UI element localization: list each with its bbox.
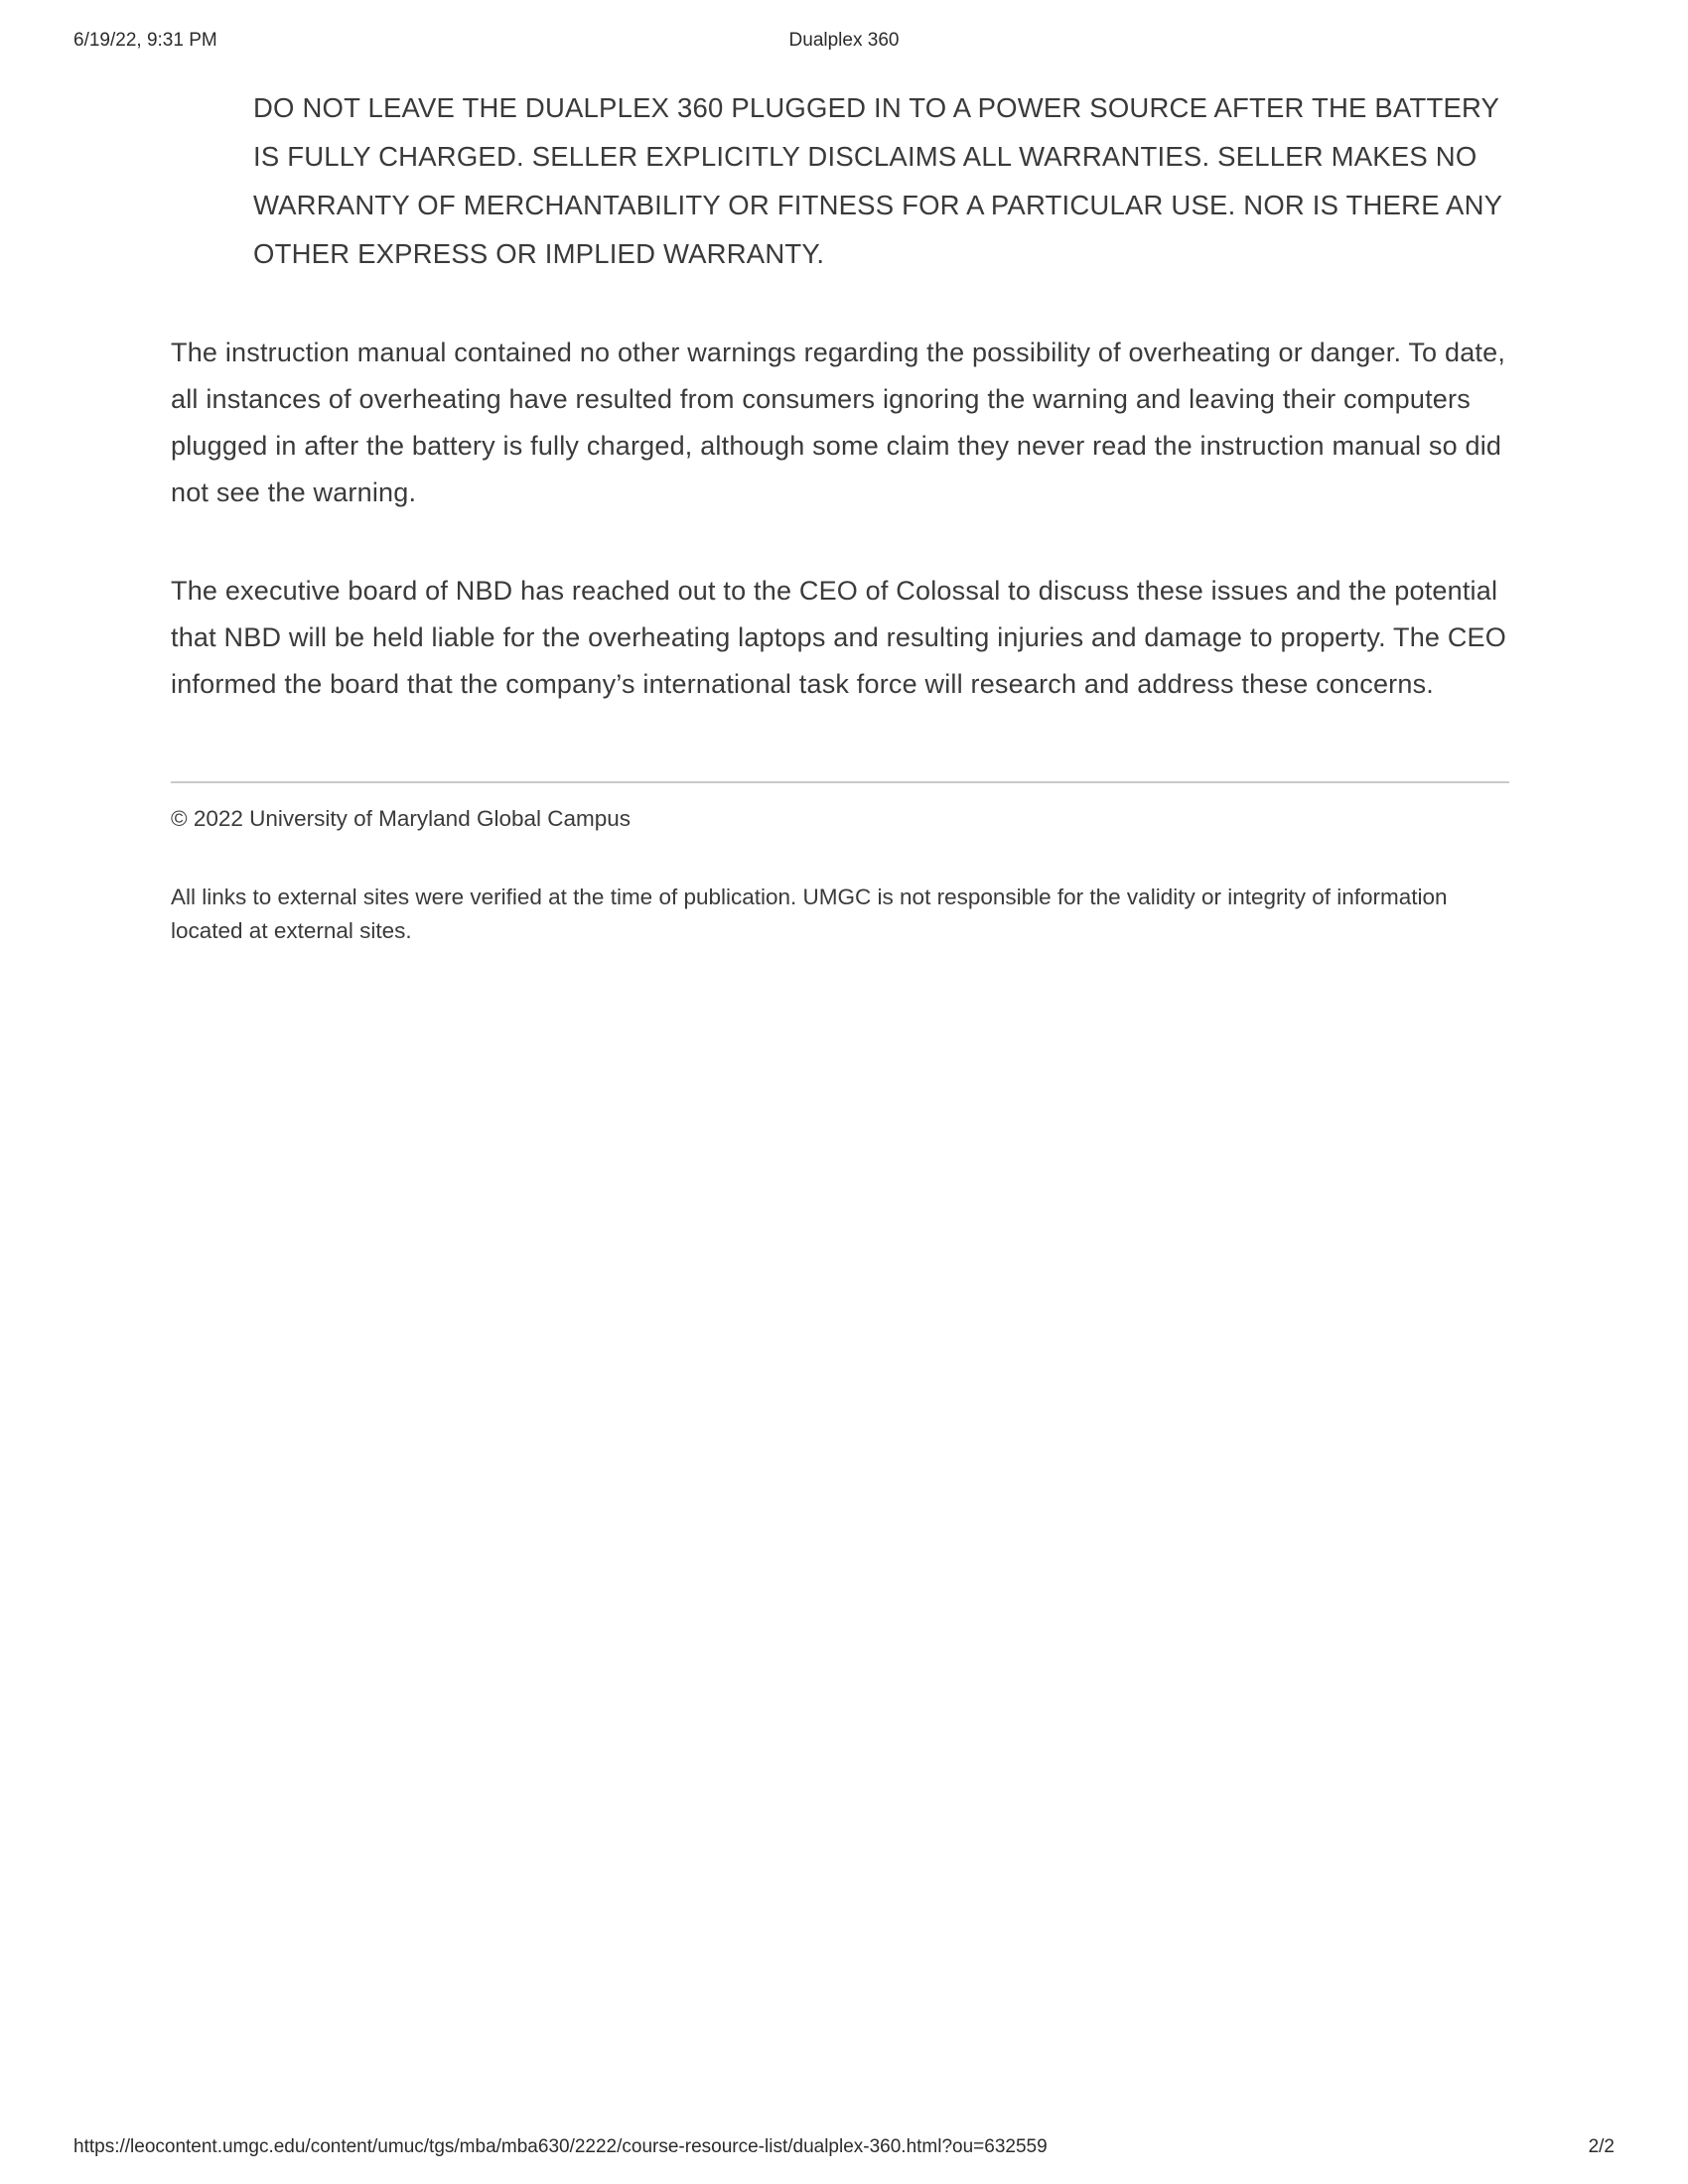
external-links-disclaimer: All links to external sites were verified at the time of publication. UMGC is not responsible for the validity or integrity of information located at external sites.: [171, 885, 1448, 943]
document-content: [171, 83, 1509, 948]
print-header-title: Dualplex 360: [788, 30, 900, 51]
body-paragraph-instruction-manual: The instruction manual contained no other warnings regarding the possibility of overheating or danger. To date, all instances of overheating have resulted from consumers ignoring the warning and leaving their computers plugged in after the battery is fully charged, although some claim they never read the instruction manual so did not see the warning.: [171, 338, 1506, 507]
print-header-timestamp: 6/19/22, 9:31 PM: [73, 30, 217, 51]
print-footer-url: https://leocontent.umgc.edu/content/umuc/tgs/mba/mba630/2222/course-resource-list/dualplex-360.html?ou=632559: [73, 2136, 1048, 2157]
print-footer: [73, 2136, 1615, 2158]
copyright-text: © 2022 University of Maryland Global Campus: [171, 806, 632, 831]
body-paragraph-executive-board: The executive board of NBD has reached out to the CEO of Colossal to discuss these issues and the potential that NBD will be held liable for the overheating laptops and resulting injuries and damage to property. The CEO informed the board that the company’s international task force will research and address these concerns.: [171, 576, 1506, 699]
print-footer-page-number: 2/2: [1588, 2136, 1615, 2157]
print-header: [73, 30, 1615, 56]
footer-divider: [171, 781, 1509, 783]
warranty-warning-text: DO NOT LEAVE THE DUALPLEX 360 PLUGGED IN TO A POWER SOURCE AFTER THE BATTERY IS FULLY CHARGED. SELLER EXPLICITLY DISCLAIMS ALL WARRANTIES. SELLER MAKES NO WARRANTY OF MERCHANTABILITY OR FITNESS FOR A PARTICULAR USE. NOR IS THERE ANY OTHER EXPRESS OR IMPLIED WARRANTY.: [253, 92, 1502, 269]
